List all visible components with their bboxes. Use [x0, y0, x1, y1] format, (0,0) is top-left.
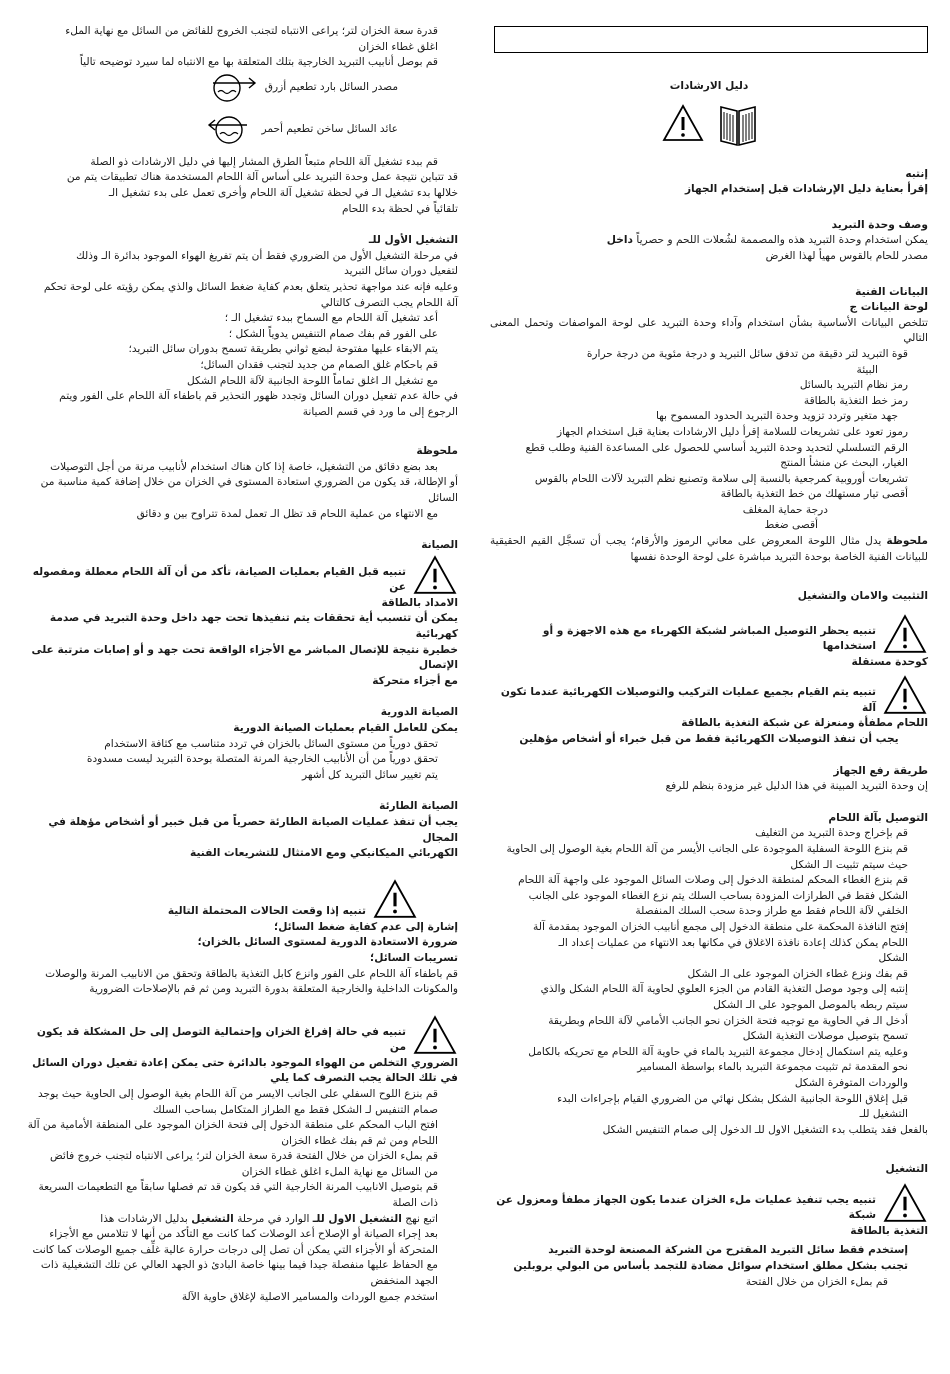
paragraph: آلة اللحام يجب التصرف كالتالي: [320, 296, 458, 309]
list-item: اللحام يمكن كذلك إعادة نافذة الاغلاق في مكانها بعد الانتهاء من عمليات إعداد الـ: [558, 936, 908, 949]
list-item: قم بنزع اللوح السفلي على الجانب الايسر من آلة اللحام بغية الوصول إلى الحاوية حيث يوجد: [37, 1087, 438, 1100]
operation-title: التشغيل: [885, 1163, 928, 1176]
list-item: أقصى تيار مستهلك من خط التغذية بالطاقة: [720, 488, 908, 501]
manual-icons: [490, 103, 928, 147]
list-item: يتم تغيير سائل التبريد كل أشهر: [302, 768, 438, 781]
plate-title: لوحة البيانات ج: [849, 301, 928, 314]
list-item: الشكل: [878, 952, 908, 965]
emergency-bold: يجب أن تنفذ عمليات الصيانة الطارئة حصرياً من قبل خبير أو أشخاص مؤهلة في المجال: [48, 815, 458, 844]
list-item: قم بتوصيل الانابيب المرنة الخارجية التي قد يكون قد تم فصلها سابقاً مع التطعيمات السريعة: [38, 1181, 438, 1194]
paragraph: قد تتباين نتيجة عمل وحدة التبريد على أساس آلة اللحام المستخدمة هناك تطبيقات يتم من: [66, 171, 458, 184]
list-item: درجة حماية المغلف: [742, 503, 828, 516]
empty-tank-bold: في تلك الحالة يجب التصرف كما يلي: [270, 1072, 458, 1085]
empty-tank-list: [23, 1087, 458, 1305]
list-item: اتبع نهج التشغيل الاول للـ الوارد في مرحلة التشغيل بدليل الارشادات هذا: [100, 1212, 438, 1225]
paragraph: لتفعيل دوران سائل التبريد: [344, 265, 458, 278]
paragraph: وعليه فإنه عند مواجهة تحذير يتعلق بعدم كفاية ضغط السائل والذي يمكن رؤيته على لوحة تحكم: [43, 280, 458, 293]
paragraph: والمكونات الداخلية والخارجية المتعلقة بدورة التبريد ومن ثم قم بالإصلاحات الضرورية: [89, 983, 458, 996]
list-item: يتم الابقاء عليها مفتوحة لبضع ثواني بطريقة تسمح بدوران سائل التبريد؛: [128, 343, 438, 356]
paragraph: أو الإطالة، قد يكون من الضروري استعادة المستوى في الخزان من خلال إضافة كمية مناسبة من: [40, 476, 458, 489]
list-item: الرقم التسلسلي لتحديد وحدة التبريد أساسي للحصول على المساعدة الفنية وطلب قطع: [525, 441, 908, 454]
list-item: صمام التنفيس لـ الشكل فقط مع الطراز المتكامل بساحب السلك: [152, 1103, 438, 1116]
list-item: تحقق دورياً من أن الأنابيب الخارجية المرنة المتصلة بوحدة التبريد ليست مسدودة: [86, 753, 438, 766]
list-item: قبل إغلاق اللوحة الجانبية الشكل بشكل نهائي من الضروري القيام بإجراءات البدء: [557, 1092, 908, 1105]
list-item: البيئة: [856, 363, 878, 376]
desc-text: يمكن استخدام وحدة التبريد هذه والمصممة لشُعلات اللحم و حصرياً داخل: [606, 234, 928, 247]
list-item: المتحركة أو الأجزاء التي يمكن أن تصل إلى درجات حرارة عالية غلِّف جميع الوصلات كما كانت: [32, 1243, 438, 1256]
operation-last: قم بملء الخزان من خلال الفتحة: [745, 1275, 888, 1288]
list-item: قم بنزع الغطاء المحكم لمنطقة الدخول إلى وصلات السائل الموجود على واجهة آلة اللحام: [518, 874, 908, 887]
warning-triangle-icon: [661, 103, 705, 143]
first-run-steps: [23, 311, 458, 389]
list-item: قم بإخراج وحدة التبريد من التغليف: [755, 827, 908, 840]
maintenance-bold: مع أجزاء متحركة: [372, 674, 458, 687]
maintenance-bold: خطيرة نتيجة للإتصال المباشر مع الأجزاء الواقعة تحت جهد و أو إصابات مترتبة على الإتصال: [31, 643, 458, 672]
list-item: والوردات المتوفرة الشكل: [794, 1076, 908, 1089]
list-item: مع تشغيل الـ اغلق تماماً اللوحة الجانبية لآلة اللحام الشكل: [186, 374, 438, 387]
manual-title: دليل الارشادات: [669, 80, 749, 92]
first-run-title: التشغيل الأول للـ: [368, 234, 458, 247]
warning-block-3: تنبيه يجب تنفيذ عمليات ملء الخزان عندما يكون الجهاز مطفأ ومعزول عن شبكة: [490, 1182, 928, 1224]
warning-triangle-icon: [882, 1182, 928, 1224]
left-column: [23, 0, 458, 1305]
note-title: ملحوظة: [416, 445, 458, 458]
lift-text: إن وحدة التبريد المبينة في هذا الدليل غير مزودة بنظم للرفع: [665, 780, 928, 793]
list-item: قم بوصل أنابيب التبريد الخارجية بتلك المتعلقة بها مع الانتباه لما سيرد توضيحه تالياً: [79, 56, 438, 69]
warning-2-cont: اللحام مطفأة ومنعزلة عن شبكة التغذية بالطاقة: [681, 717, 928, 730]
connect-last: بالفعل فقد يتطلب بدء التشغيل الاول للـ الدخول إلى صمام التنفيس الشكل: [602, 1123, 928, 1136]
tech-title: البيانات الفنية: [855, 285, 928, 298]
paragraph: تلقائياً في لحظة بدء اللحام: [341, 202, 458, 215]
list-item: رمز نظام التبريد بالسائل: [799, 379, 908, 392]
warning-block-1: تنبيه يحظر التوصيل المباشر لشبكة الكهرباء مع هذه الاجهزة و أو استخدامها: [490, 613, 928, 655]
empty-tank-warning: تنبيه في حالة إفراغ الخزان وإحتمالية التوصل إلى حل المشكلة قد يكون من: [23, 1014, 458, 1056]
list-item: رمز خط التغذية بالطاقة: [803, 394, 908, 407]
list-item: ذات الصلة: [392, 1197, 438, 1210]
warning-triangle-icon: [412, 554, 458, 596]
list-item: سيتم ربطه بالموصل الموجود على الـ الشكل: [713, 998, 908, 1011]
warning-triangle-icon: [412, 1014, 458, 1056]
list-item: أدخل الـ في الحاوية مع توجيه فتحة الخزان نحو الجانب الأمامي لآلة اللحام وبطريقة: [548, 1014, 908, 1027]
list-item: وعليه يتم استكمال إدخال مجموعة التبريد بالماء في حاوية آلة اللحام مع تحريكه بالكامل: [528, 1045, 908, 1058]
paragraph: مع الانتهاء من عملية اللحام قد تظل الـ تعمل لمدة تتراوح بين و دقائق: [136, 507, 438, 520]
maintenance-warning: تنبيه قبل القيام بعمليات الصيانة، تأكد من أن آلة اللحام معطلة ومفصوله عن: [23, 554, 458, 596]
periodic-title: الصيانة الدورية: [380, 706, 458, 719]
list-item: الجهد المنخفض: [370, 1275, 438, 1288]
desc-text-2: مصدر للحام بالقوس مهيأ لهذا الغرض: [765, 249, 928, 262]
warning-2-note: يجب أن تنفذ التوصيلات الكهربائية فقط من قبل خبراء أو أشخاص مؤهلين: [519, 733, 899, 746]
connect-list: [490, 826, 928, 1122]
desc-title: وصف وحدة التبريد: [831, 218, 928, 231]
operation-note-2: تجنب بشكل مطلق استخدام سوائل مضادة للتجمد بأساس من البولي بروبلين: [513, 1260, 908, 1273]
paragraph: في مرحلة التشغيل الأول من الضروري فقط أن يتم تفريغ الهواء الموجود بدائرة الـ وذلك: [76, 249, 458, 262]
warning-triangle-icon: [372, 878, 418, 920]
coolant-in-icon: [207, 113, 253, 147]
plate-text: تتلخص البيانات الأساسية بشأن استخدام وآداء وحدة التبريد على لوحة المواصفات وتحمل المعنى التالي: [490, 316, 928, 345]
header-box: [494, 26, 928, 53]
warning-1-cont: كوحدة مستقلة: [851, 655, 928, 668]
open-book-icon: [719, 103, 757, 147]
maintenance-bold: الامداد بالطاقة: [381, 596, 458, 609]
attention-text: إقرأ بعناية دليل الإرشادات قبل إستخدام الجهاز: [684, 183, 928, 196]
list-item: قم باحكام غلق الصمام من جديد لتجنب فقدان السائل؛: [200, 358, 438, 371]
case-item: ضرورة الاستعادة الدورية لمستوى السائل بالخزان؛: [197, 936, 458, 949]
list-item: التشغيل للـ: [859, 1108, 908, 1121]
list-item: الشكل فقط في الطرازات المزودة بساحب السلك يتم نزع الغطاء الموجود على الجانب: [528, 889, 908, 902]
periodic-bold: يمكن للعامل القيام بعمليات الصيانة الدورية: [233, 722, 458, 734]
warning-3-cont: التغذية بالطاقة: [850, 1224, 928, 1237]
list-item: تشريعات أوروبية كمرجعية بالنسبة إلى سلامة وتصنيع نظم التبريد لآلات اللحام بالقوس: [534, 472, 908, 485]
list-item: تسمح بتوصيل موصلات التغذية الشكل: [742, 1030, 908, 1043]
case-item: إشارة إلى عدم كفاية ضغط السائل؛: [273, 920, 458, 933]
list-item: حيث سيتم تثبيت الـ الشكل: [790, 858, 908, 871]
empty-tank-bold: الضروري التخلص من الهواء الموجود بالدائرة حتى يمكن إعادة تفعيل دوران السائل: [32, 1056, 458, 1069]
operation-note-1: إستخدم فقط سائل التبريد المقترح من الشركة المصنعة لوحدة التبريد: [548, 1244, 908, 1257]
paragraph: الرجوع إلى ما ورد في قسم الصيانة: [302, 405, 458, 418]
list-item: اغلق غطاء الخزان: [358, 40, 438, 53]
list-item: تحقق دورياً من مستوى السائل بالخزان في تردد متناسب مع كثافة الاستخدام: [104, 737, 438, 750]
list-item: قدرة سعة الخزان لتر؛ يراعى الانتباه لتجنب الخروج للفائض من السائل مع نهاية الملء: [65, 25, 438, 37]
plate-note: ملحوظة يدل مثال اللوحة المعروض على معاني الرموز والأرقام؛ يجب أن تسجَّل القيم الحقيقية للبيانات الفنية الخاصة بوحدة التبريد مباشرة على لوحة الوحدة نفسها: [490, 535, 928, 563]
list-item: إفتح النافذة المحكمة على منطقة الدخول إلى مجمع أنابيب الخزان الموجود بمقدمة آلة: [533, 920, 908, 933]
maintenance-bold: يمكن أن تتسبب أية تحققات يتم تنفيذها تحت جهد داخل وحدة التبريد في صدمة كهربائية: [49, 612, 458, 641]
list-item: إنتبه إلى وجود موصل التغذية القادم من الجزء العلوي لحاوية آلة اللحام الشكل والذي: [540, 983, 908, 996]
lift-title: طريقة رفع الجهاز: [833, 764, 928, 777]
list-item: مع الحفاظ عليها منفصلة جيدا فيما بينها خاصة البادئ ذو الجهد العالي عن تلك التشغيلية ذات: [40, 1259, 438, 1272]
list-item: الغيار، البحث عن منشأ المنتج: [780, 457, 908, 470]
plate-list: [490, 347, 928, 534]
paragraph: في حالة عدم تفعيل دوران السائل وتجدد ظهور التحذير قم باطفاء آلة اللحام على الفور ويتم: [59, 390, 458, 403]
emergency-title: الصيانة الطارئة: [379, 800, 458, 813]
coolant-out-icon: [211, 71, 257, 105]
cold-supply-symbol: [23, 71, 458, 105]
warning-triangle-icon: [882, 674, 928, 716]
list-item: افتح الباب المحكم على منطقة الدخول إلى فتحة الخزان الموجود على المنطقة الأمامية من آلة: [27, 1119, 438, 1132]
periodic-list: [23, 737, 458, 784]
paragraph: السائل: [428, 492, 458, 505]
paragraph: بعد بضع دقائق من التشغيل، خاصة إذا كان هناك استخدام لأنابيب مرنة من أجل التوصيلات: [50, 460, 438, 473]
list-item: بعد إجراء الصيانة أو الإصلاح أعد الوصلات كما كانت مع التأكد من أنها لا تتلامس مع الأجزاء: [49, 1228, 438, 1241]
cold-supply-label: مصدر السائل بارد تطعيم أزرق: [264, 80, 398, 93]
warning-triangle-icon: [882, 613, 928, 655]
case-item: تسريبات السائل؛: [370, 951, 458, 964]
list-item: من السائل مع نهاية الملء اغلق غطاء الخزان: [241, 1165, 438, 1178]
cases-warning: تنبيه إذا وقعت الحالات المحتملة التالية: [23, 878, 458, 920]
list-item: نحو المقدمة ثم تثبيت مجموعة التبريد بالماء بواسطة المسامير: [637, 1061, 908, 1074]
emergency-bold: الكهربائي الميكانيكي ومع الامتثال للتشريعات الفنية: [190, 847, 458, 860]
list-item: قم ببدء تشغيل آلة اللحام متبعاً الطرق المشار إليها في دليل الارشادات ذو الصلة: [90, 155, 438, 168]
list-item: قم بنزع اللوحة السفلية الموجودة على الجانب الأيسر من آلة اللحام بغية الوصول إلى الحاوية: [506, 843, 908, 855]
list-item: قم بملء الخزان من خلال الفتحة قدرة سعة الخزان لتر؛ يراعى الانتباه لتجنب خروج فائض: [49, 1150, 438, 1163]
list-item: الخلفي لآلة اللحام فقط مع طراز وحدة سحب السلك المنفصلة: [635, 905, 908, 918]
list-item: أقصى ضغط: [764, 519, 818, 532]
list-item: أعد تشغيل آلة اللحام مع السماح ببدء تشغيل الـ ؛: [224, 312, 438, 325]
hot-return-symbol: [23, 113, 458, 147]
right-column: [490, 0, 928, 1290]
maintenance-title: الصيانة: [421, 539, 458, 552]
list-item: جهد متغير وتردد تزويد وحدة التبريد الحدود المسموح بها: [655, 410, 898, 423]
hot-return-label: عائد السائل ساخن تطعيم أحمر: [261, 122, 398, 135]
install-title: التثبيت والامان والتشغيل: [797, 590, 928, 603]
list-item: اللحام ومن ثم قم بفك غطاء الخزان: [281, 1134, 438, 1147]
connect-title: التوصيل بآلة اللحام: [828, 811, 928, 824]
attention-title: إنتبه: [905, 167, 928, 180]
list-item: قم بفك ونزع غطاء الخزان الموجود على الـ الشكل: [687, 967, 908, 980]
list-item: استخدم جميع الوردات والمسامير الاصلية لإغلاق حاوية الآلة: [181, 1290, 438, 1303]
paragraph: خلالها بدء تشغيل الـ في لحظة تشغيل آلة اللحام وأخرى تعمل على بدء تشغيل الـ: [108, 186, 458, 199]
warning-block-2: تنبيه يتم القيام بجميع عمليات التركيب والتوصيلات الكهربائية عندما تكون آلة: [490, 674, 928, 716]
list-item: على الفور قم بفك صمام التنفيس يدوياً الشكل ؛: [228, 327, 438, 340]
list-item: قوة التبريد لتر دقيقة من تدفق سائل التبريد و درجة مئوية من درجة حرارة: [586, 347, 908, 360]
paragraph: قم باطفاء آلة اللحام على الفور وانزع كابل التغذية بالطاقة وتحقق من الانابيب المرنة والوصلات: [45, 967, 458, 980]
list-item: رموز تعود على تشريعات للسلامة إقرأ دليل الارشادات بعناية قبل استخدام الجهاز: [556, 425, 908, 438]
